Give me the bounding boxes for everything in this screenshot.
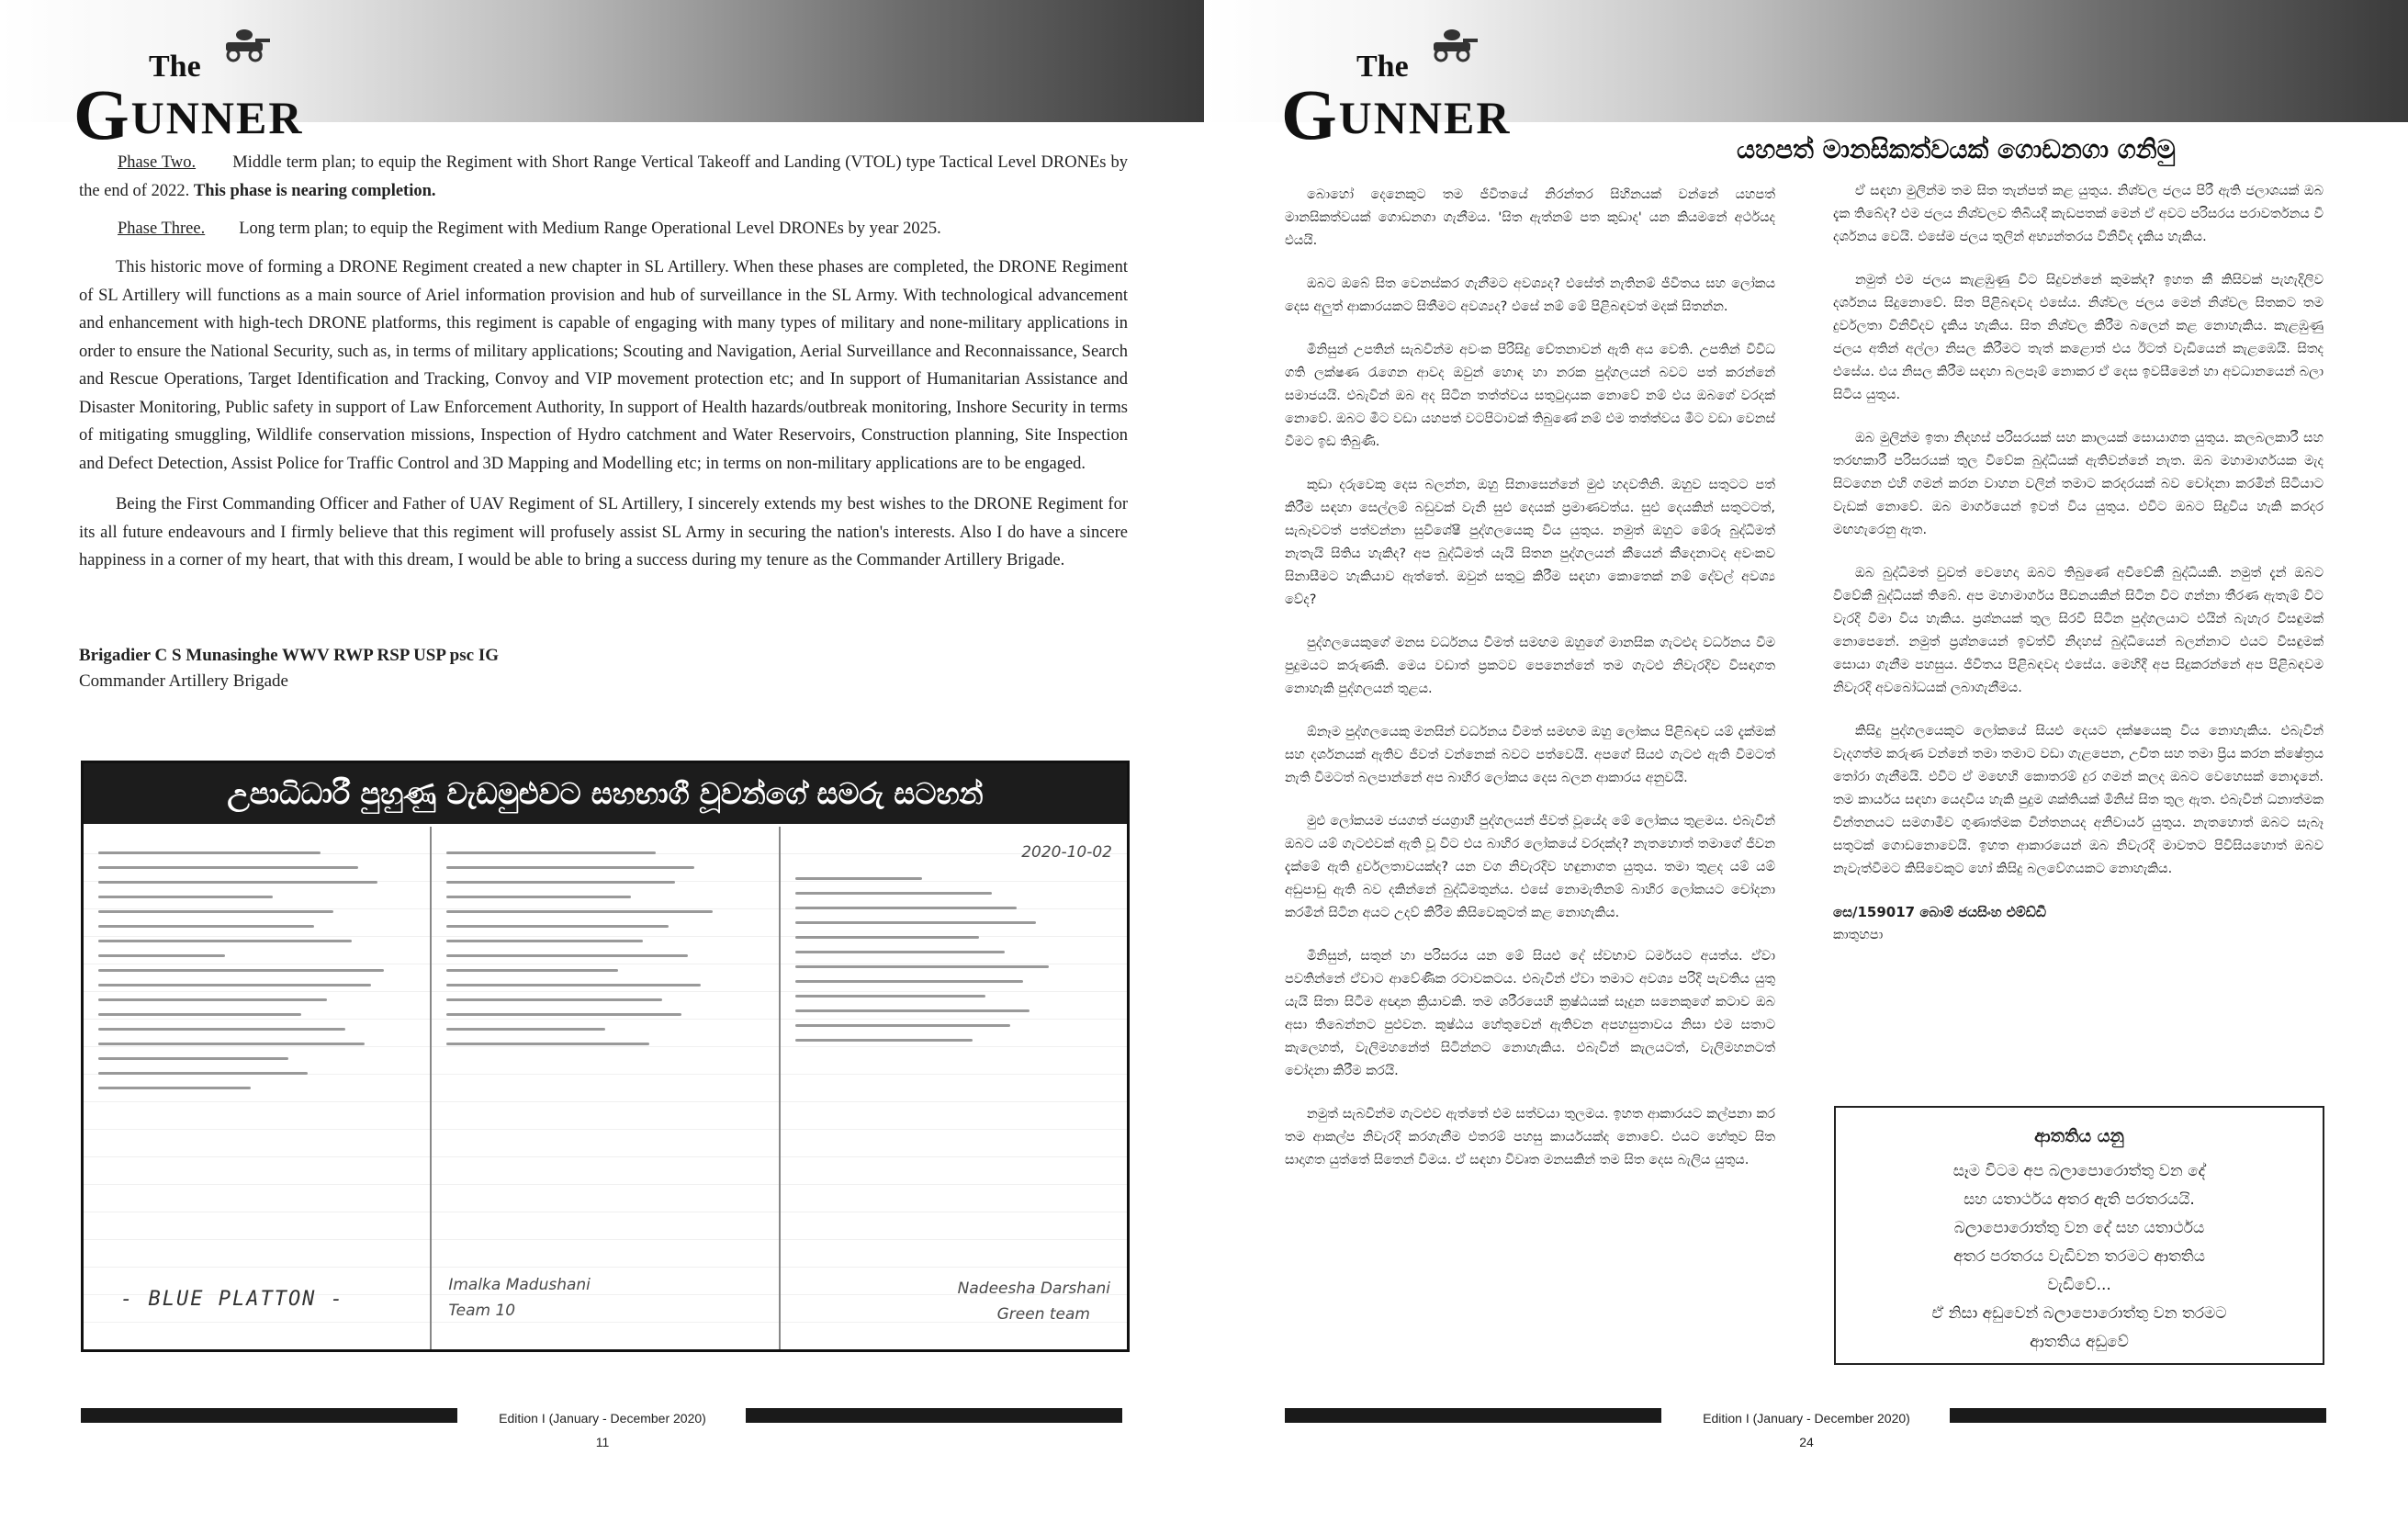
paragraph: මිනිසුන්, සතුන් හා පරිසරය යන මේ සියළු දේ ස්වභාව ධර්මයට අයත්ය. ඒවා පවතින්නේ ඒවාට ආවේණික රටාවකටය. එබැවින් ඒවා තමාට අවශ්‍ය පරිදි පැවතිය යුතු යැයි සිතා සිටීම අඥාන ක්‍රියාවකි. තම ශරීරයෙහි ක්‍රෂ්ඨයක් සෑදුන සනෙකුගේ කටාව ඔබ අසා තිබෙන්නට පුළුවන. කුෂ්ඨය හේතුවෙන් ඇතිවන අපහසුතාවය නිසා එම සතාට කැලෙහත්, වැලිමහනේත් සිටින්නට නොහැකිය. එබැවින් කැලයටත්, වැලිමහනටත් චෝදනා කිරීම කරයි. [1285, 949, 1775, 1078]
artillery-crest-icon [1426, 26, 1478, 62]
feedback-column-2 [432, 827, 780, 1349]
paragraph: නමුත් සැබවින්ම ගැටළුව ඇත්තේ එම සත්වයා තුලමය. ඉහත ආකාරයට කල්පනා කර තම ආකල්ප නිවැරදි කරගැනීම එතරම් පහසු කාර්යයක්ද නොවේ. එයට හේතුව සිත සාදාගත යුත්තේ සිතෙන් වීමය. ඒ සඳහා විවෘත මනසකින් තම සිත දෙස බැලිය යුතුය. [1285, 1107, 1775, 1167]
artillery-crest-icon [219, 26, 270, 62]
poem-line: ඒ නිසා අඩුවෙන් බලාපොරොත්තු වන තරමට [1931, 1304, 2227, 1323]
author-name: සෙ/159017 බොම් ජයසිංහ එම්ඩ්ඩී [1833, 904, 2046, 920]
phase-three [79, 215, 1128, 243]
article-column-1 [1285, 184, 1775, 1192]
paragraph: මිනිසුන් උපතින් සැබවින්ම අවංක පිරිසිදු චේතනාවන් ඇති අය වෙති. උපතින් විවිධ ගති ලක්ෂණ රැගෙන ආවද ඔවුන් හොඳ හා නරක පුද්ගලයන් බවට පත් කරන්නේ සමාජයයි. එබැවින් ඔබ අද සිටින තත්ත්වය සතුටුදායක නොවේ නම් එය ඔබගේ වරදක් නොවේ. ඔබට මීට වඩා යහපත් වටපිටාවක් තිබුණේ නම් එම තත්ත්වය මීට වඩා වෙනස් වීමට ඉඩ තිබුණි. [1285, 343, 1775, 449]
feedback-column-3 [781, 827, 1127, 1349]
article-column-2 [1833, 180, 2324, 947]
footer-bar-right [1950, 1408, 2326, 1423]
phase-three-label: Phase Three. [118, 220, 206, 238]
note-date: 2020-10-02 [1021, 843, 1112, 862]
page-number: 11 [595, 1435, 610, 1449]
paragraph: කුඩා දරුවෙකු දෙස බලන්න, ඔහු සිනාසෙන්නේ මුළු හදවතිනි. ඔහුව සතුටට පත් කිරීම සඳහා සෙල්ලම් බඩුවක් වැනි සුළු දෙයක් ප්‍රමාණවත්ය. සුළු දෙයකින් සතුටටත්, සැබෑවටත් පත්වන්නා සුවිශේෂී පුද්ගලයෙකු විය යුතුය. නමුත් ඔහුට මේරූ බුද්ධිමත් නැතැයි සිතිය හැකිද? අප බුද්ධිමත් යැයි සිතන පුද්ගලයන් කීයෙන් කීදෙනාටද අවංකව සිනාසීමට හැකියාව ඇත්තේ. ඔවුන් සතුටු කිරීම සඳහා කොතෙක් නම් දේවල් අවශ්‍ය වේද? [1285, 478, 1775, 607]
paragraph: මුළු ලෝකයම ජයගත් ජයග්‍රාහී පුද්ගලයන් ජීවත් වූයේද මේ ලෝකය තුළමය. එබැවින් ඔබට යම් ගැටළුවක් ඇති වූ විට එය බාහිර ලෝකයේ වරදක්ද? නැතහොත් තමාගේ ජීවන දැක්මේ ඇති දුර්වලතාවයක්ද? යන වග නිවැරදිව හඳුනාගත යුතුය. තමා තුළද යම් යම් අඩුපාඩු ඇති බව දකින්නේ බුද්ධිමතුන්ය. එසේ නොමැතිනම් බාහිර ලෝකයට චෝදනා කරමින් සිටින අයට උදව් කිරීම කිසිවෙකුටත් කළ නොහැකිය. [1285, 814, 1775, 920]
poem-line: සහ යතාර්ථය අතර ඇති පරතරයයි. [1964, 1190, 2195, 1209]
poem-line: වැඩිවේ... [2047, 1276, 2111, 1294]
writer-name-3: Nadeesha Darshani [957, 1280, 1110, 1298]
paragraph: ඕනෑම පුද්ගලයෙකු මනසින් වර්ධනය වීමත් සමඟම ඔහු ලෝකය පිළිබඳව යම් දැක්මක් සහ දර්ශනයක් ඇතිව ජීවත් වන්නෙක් බවට පත්වෙයි. අපගේ සියළු ගැටළු ඇති වීමටත් නැති වීමටත් බලපාන්නේ අප බාහිර ලෝකය දෙස බලන ආකාරය අනුවයි. [1285, 725, 1775, 785]
phase-two-status: This phase is nearing completion. [193, 181, 436, 200]
paragraph: ඒ සඳහා මුලින්ම තම සිත තැන්පත් කළ යුතුය. නිශ්චල ජලය පිරී ඇති ජලාශයක් ඔබ දැක තිබේද? එම ජලය නිශ්චලව තිබියදී කැඩපතක් මෙන් ඒ අවට පරිසරය පරාවර්තනය වී දර්ශනය වෙයි. එසේම ජලය තුලින් අභ්‍යන්තරය විනිවිද දැකිය හැකිය. [1833, 184, 2324, 244]
paragraph: බොහෝ දෙනෙකුට තම ජීවිතයේ නිරන්තර සිහිනයක් වන්නේ යහපත් මානසිකත්වයක් ගොඩනගා ගැනීමය. 'සිත ඇත්නම් පත කුඩාද' යන කියමනේ අර්ථයද එයයි. [1285, 187, 1775, 248]
poem-line: අතර පරතරය වැඩිවන තරමට ආතතිය [1953, 1247, 2205, 1266]
phase-three-text: Long term plan; to equip the Regiment with Medium Range Operational Level DRONEs by year 2025. [239, 220, 941, 238]
logo-gunner: GUNNER [73, 74, 304, 154]
footer-bar-left [81, 1408, 457, 1423]
phase-two [79, 149, 1128, 205]
page-number: 24 [1799, 1435, 1814, 1449]
logo-the: The [1356, 50, 1409, 84]
page-header [0, 0, 1204, 154]
poem-box [1834, 1106, 2324, 1365]
footer-bar-right [746, 1408, 1122, 1423]
paragraph: ඔබට ඔබේ සිත වෙනස්කර ගැනීමට අවශ්‍යද? එසේත් නැතිනම් ජීවිතය සහ ලෝකය දෙස අලුත් ආකාරයකට සිතීමට අවශ්‍යද? එසේ නම් මේ පිළිබඳවත් මදක් සිතන්න. [1285, 276, 1775, 314]
paragraph: ඔබ බුද්ධිමත් වුවත් වෙහෙදා ඔබට තිබුණේ අවිවේකී බුද්ධියකි. නමුත් දැන් ඔබට විවේකී බුද්ධියක් තිබේ. අප මහාමාර්ගය පීඩනයකින් සිටින විට ගන්නා තීරණ ඇතැම් විට වැරදි වීමා විය හැකිය. ප්‍රශ්නයක් තුල සිරවී සිටින පුද්ගලයාට එයින් බැහැර විසඳුමක් නොපෙනේ. නමුත් ප්‍රශ්නයෙන් ඉවත්වී නිදහස් බුද්ධියෙන් බලන්නාට එයට විසඳුමක් සොයා ගැනීම පහසුය. ජීවිතය පිළිබඳවද එසේය. මෙහිදී අප සිදුකරන්නේ අප පිළිබඳවම නිවැරදි අවබෝධයක් ලබාගැනීමය. [1833, 566, 2324, 695]
paragraph: පුද්ගලයෙකුගේ මනස වර්ධනය වීමත් සමඟම ඔහුගේ මානසික ගැටළුද වර්ධනය වීම පුදුමයට කරුණකි. මෙය වඩාත් ප්‍රකටව පෙනෙන්නේ තම ගැටළු නිවැරදිව විසඳාගත නොහැකි පුද්ගලයන් තුළය. [1285, 636, 1775, 696]
writer-team-3: Green team [996, 1305, 1090, 1324]
signature-title: Commander Artillery Brigade [79, 671, 288, 691]
phase-two-label: Phase Two. [118, 153, 197, 172]
writer-team-2: Team 10 [448, 1302, 516, 1320]
signature-name: Brigadier C S Munasinghe WWV RWP RSP USP psc IG [79, 646, 500, 665]
paragraph: කිසිදු පුද්ගලයෙකුට ලෝකයේ සියළු දෙයට දක්ෂයෙකු විය නොහැකිය. එබැවින් වැදගත්ම කරුණ වන්නේ තමා තමාට වඩා ගැළපෙන, උචිත සහ තමා ප්‍රිය කරන ක්ෂේත්‍රය තෝරා ගැනීමයි. එවිට ඒ මඟෙහි කොතරම් දුර ගමන් කලද ඔබට වෙහෙසක් නොදැනේ. තම කාර්යය සඳහා යෙදවිය හැකි පුදුම ශක්තියක් මිනිස් සිත තුල ඇත. එබැවින් ධනාත්මක චින්තනයට සමගාමීව ගුණාත්මක චින්තනයද අනිවාර්ය යුතුය. නැතහොත් ඔබට සැබෑ සතුටක් ගොඩනොවෙයි. ඉහත ආකාරයෙන් ඔබ නිවැරදි මාවතට පිවිසියහොත් ඔබව නැවැත්වීමට කිසිවෙකුට හෝ කිසිදු බලවේගයකට නොහැකිය. [1833, 724, 2324, 876]
right-page [1204, 0, 2408, 1522]
paragraph: නමුත් එම ජලය කැළඹුණු විට සිදුවන්නේ කුමක්ද? ඉහත කී කිසිවක් පැහැදිලිව දර්ශනය සිදුනොවේ. සිත පිළිබඳවද එසේය. නිශ්චල ජලය මෙන් නිශ්චල සිතකට තම දුර්වලතා විනිවිදව දැකිය හැකිය. සිත නිශ්චල කිරීම බලෙන් කළ නොහැකිය. කැළඹුණු ජලය අතින් අල්ලා නිසල කිරීමට තැත් කළොත් එය ඊටත් වැඩියෙන් කැළඹෙයි. සිතද එසේය. එය නිසල කිරීම සඳහා බලපෑම් නොකර ඒ දෙස ඉවසීමෙන් හා අවධානයෙන් බලා සිටිය යුතුය. [1833, 273, 2324, 402]
logo-the: The [149, 50, 201, 84]
poem-title: ආතතිය යනු [2034, 1126, 2124, 1146]
edition-label: Edition I (January - December 2020) [499, 1411, 706, 1426]
logo-gunner: GUNNER [1281, 74, 1512, 154]
paragraph: ඔබ මුලින්ම ඉතා නිදහස් පරිසරයක් සහ කාලයක් සොයාගත යුතුය. කලබලකාරී සහ තරඟකාරී පරිසරයක් තුල විවේක බුද්ධියක් ඇතිවන්නේ නැත. ඔබ මහාමාර්ගයක මැද සිටගෙන එහි ගමන් කරන වාහන වලින් තමාට කරදරයක් බව චෝදනා කරමින් සිටියාට වැඩක් නොවේ. ඔබ මාර්ගයෙන් ඉවත් විය යුතුය. එවිට ඔබට සිදුවිය හැකි කරදර මඟහැරෙනු ඇත. [1833, 431, 2324, 537]
feedback-notes-image [81, 761, 1130, 1352]
poem-line: බලාපොරොත්තු වන දේ සහ යතාර්ථය [1953, 1219, 2205, 1237]
poem-line: සෑම විටම අප බලාපොරොත්තු වන දේ [1952, 1162, 2206, 1180]
feedback-title: උපාධිධාරී පුහුණු වැඩමුළුවට සහභාගී වූවන්ගේ සමරු සටහන් [84, 763, 1127, 824]
article-body [79, 254, 1128, 575]
author-rank: කාතුහපා [1833, 928, 1884, 942]
team-label-blue: - BLUE PLATTON - [120, 1288, 344, 1311]
writer-name-2: Imalka Madushani [448, 1276, 591, 1294]
feedback-column-1 [84, 827, 432, 1349]
footer-bar-left [1285, 1408, 1661, 1423]
article-title: යහපත් මානසිකත්වයක් ගොඩනගා ගනිමු [1737, 134, 2176, 164]
paragraph-drone-regiment: This historic move of forming a DRONE Regiment created a new chapter in SL Artillery. When these phases are completed, the DRONE Regiment of SL Artillery will functions as a main source of Ariel information provision and hub of surveillance in the SL Army. With technological advancement and enhancement with high-tech DRONE platforms, this regiment is capable of engaging with many types of military and none-military applications in order to ensure the National Security, such as, in terms of military applications; Scouting and Navigation, Aerial Surveillance and Reconnaissance, Search and Rescue Operations, Target Identification and Tracking, Convoy and VIP movement protection etc; and In support of Humanitarian Assistance and Disaster Monitoring, Public safety in support of Law Enforcement Authority, In support of Health hazards/outbreak monitoring, Inshore Security in terms of mitigating smuggling, Wildlife conservation missions, Inspection of Hydro catchment and Water Reservoirs, Construction planning, Site Inspection and Defect Detection, Assist Police for Traffic Control and 3D Mapping and Modelling etc; in terms on non-military applications are to be engaged. [79, 258, 1128, 473]
edition-label: Edition I (January - December 2020) [1703, 1411, 1910, 1426]
phase-two-text: Middle term plan; to equip the Regiment with Short Range Vertical Takeoff and Landing (VTOL) type Tactical Level DRONEs by the end of 2022. [79, 153, 1128, 200]
poem-line: ආතතිය අඩුවේ [2030, 1333, 2129, 1351]
gunner-logo [1281, 26, 1512, 154]
gunner-logo [73, 26, 304, 154]
paragraph-best-wishes: Being the First Commanding Officer and Father of UAV Regiment of SL Artillery, I sincerely extends my best wishes to the DRONE Regiment for its all future endeavours and I firmly believe that this regiment will profusely assist SL Army in securing the nation's interests. Also I do have a sincere happiness in a corner of my heart, that with this dream, I would be able to bring a success during my tenure as the Commander Artillery Brigade. [79, 495, 1128, 569]
signature-block [79, 643, 499, 694]
